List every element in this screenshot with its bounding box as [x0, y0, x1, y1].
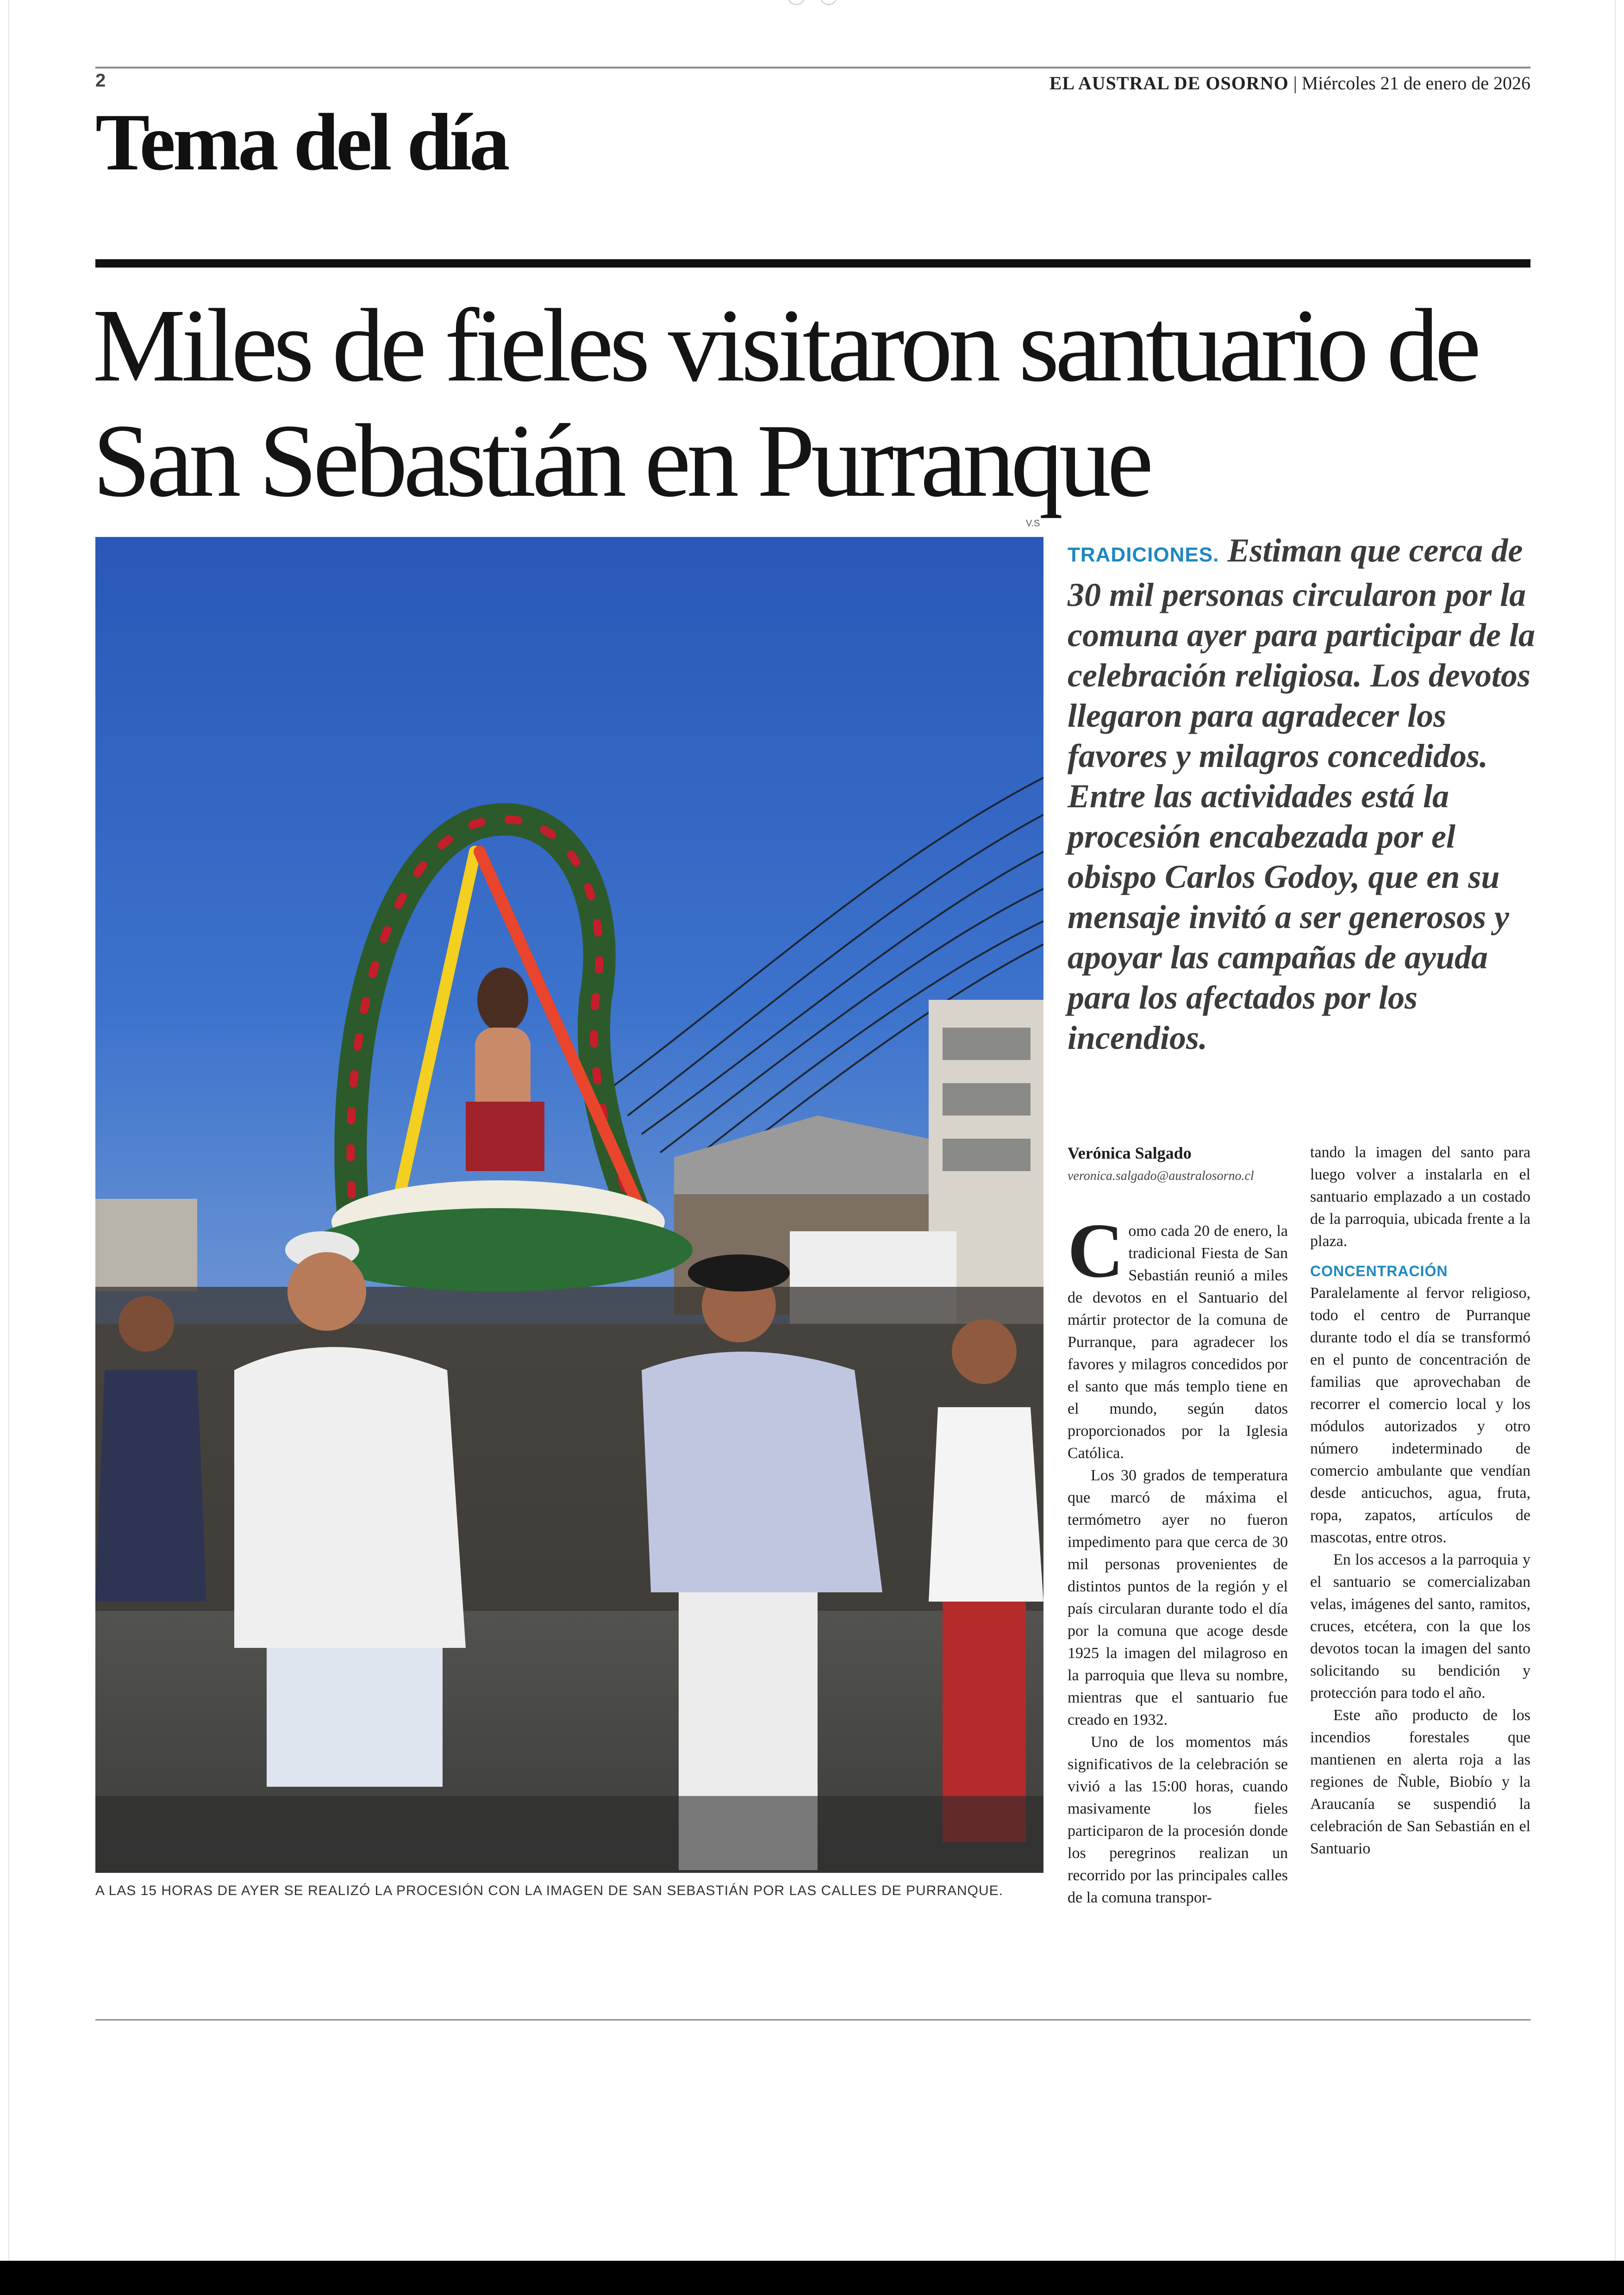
body-paragraph: tando la imagen del santo para luego volver a instalarla en el santuario emplazado a un costado de la parroquia, ubicada frente a la plaza.	[1310, 1144, 1530, 1250]
article-column-2	[1310, 1141, 1530, 1860]
article-photo	[95, 537, 1043, 1873]
headline: Miles de fieles visitaron santuario de San Sebastián en Purranque	[93, 287, 1477, 518]
section-rule	[95, 259, 1530, 268]
author-name: Verónica Salgado	[1068, 1144, 1192, 1162]
page-edge-left	[8, 0, 9, 2261]
publication-name: EL AUSTRAL DE OSORNO	[1049, 73, 1289, 94]
article-column-1	[1068, 1141, 1288, 1909]
article-lead	[1068, 530, 1535, 1058]
body-paragraph: Paralelamente al fervor religioso, todo el centro de Purranque durante todo el día se transformó en el punto de concentración de familias que aprovechaban de recorrer el comercio local y los módulos autorizados y otro número indeterminado de comercio ambulante que vendían desde anticuchos, agua, fruta, ropa, zapatos, artículos de mascotas, entre otros.	[1310, 1285, 1530, 1546]
body-paragraph	[1068, 1208, 1288, 1465]
issue-date: Miércoles 21 de enero de 2026	[1301, 73, 1530, 94]
photo-caption: A LAS 15 HORAS DE AYER SE REALIZÓ LA PROCESIÓN CON LA IMAGEN DE SAN SEBASTIÁN POR LAS CALLES DE PURRANQUE.	[95, 1883, 1004, 1898]
section-title: Tema del día	[95, 97, 507, 187]
page-number: 2	[95, 70, 106, 91]
photo-credit: V.S	[1026, 518, 1040, 529]
page-indicator-dots	[778, 0, 852, 10]
viewer-bottom-bar	[0, 2261, 1624, 2295]
body-paragraph: Uno de los momentos más significativos de la celebración se vivió a las 15:00 horas, cuando masivamente los fieles participaron de la procesión donde los peregrinos realizan un recorrido por las principales calles de la comuna transpor-	[1068, 1734, 1288, 1906]
lead-text: Estiman que cerca de 30 mil personas circularon por la comuna ayer para participar de la celebración religiosa. Los devotos llegaron para agradecer los favores y milagros concedidos. Entre las actividades está la procesión encabezada por el obispo Carlos Godoy, que en su mensaje invitó a ser generosos y apoyar las campañas de ayuda para los afectados por los incendios.	[1068, 532, 1535, 1056]
body-paragraph-text: omo cada 20 de enero, la tradicional Fiesta de San Sebastián reunió a miles de devotos en el Santuario del mártir protector de la comuna de Purranque, para agradecer los favores y milagros concedidos por el santo que más templo tiene en el mundo, según datos proporcionados por la Iglesia Católica.	[1068, 1222, 1288, 1462]
body-paragraph: Los 30 grados de temperatura que marcó de máxima el termómetro ayer no fueron impedimento para que cerca de 30 mil personas provenientes de distintos puntos de la región y el país circularan durante todo el día por la comuna que acoge desde 1925 la imagen del milagroso en la parroquia que lleva su nombre, mientras que el santuario fue creado en 1932.	[1068, 1467, 1288, 1728]
top-rule	[95, 67, 1530, 69]
page-edge-right	[1615, 0, 1616, 2261]
subhead: CONCENTRACIÓN	[1310, 1263, 1448, 1279]
masthead	[1049, 72, 1530, 94]
lead-kicker: TRADICIONES.	[1068, 543, 1219, 566]
drop-cap: C	[1068, 1208, 1124, 1294]
bottom-rule	[95, 2019, 1530, 2021]
body-paragraph: En los accesos a la parroquia y el santuario se comercializaban velas, imágenes del santo, ramitos, cruces, etcétera, con la que los devotos tocan la imagen del santo solicitando su bendición y protección para todo el año.	[1310, 1551, 1530, 1702]
author-email[interactable]: veronica.salgado@australosorno.cl	[1068, 1169, 1254, 1183]
masthead-separator: |	[1288, 73, 1302, 94]
body-paragraph: Este año producto de los incendios forestales que mantienen en alerta roja a las regiones de Ñuble, Biobío y la Araucanía se suspendió la celebración de San Sebastián en el Santuario	[1310, 1707, 1530, 1857]
